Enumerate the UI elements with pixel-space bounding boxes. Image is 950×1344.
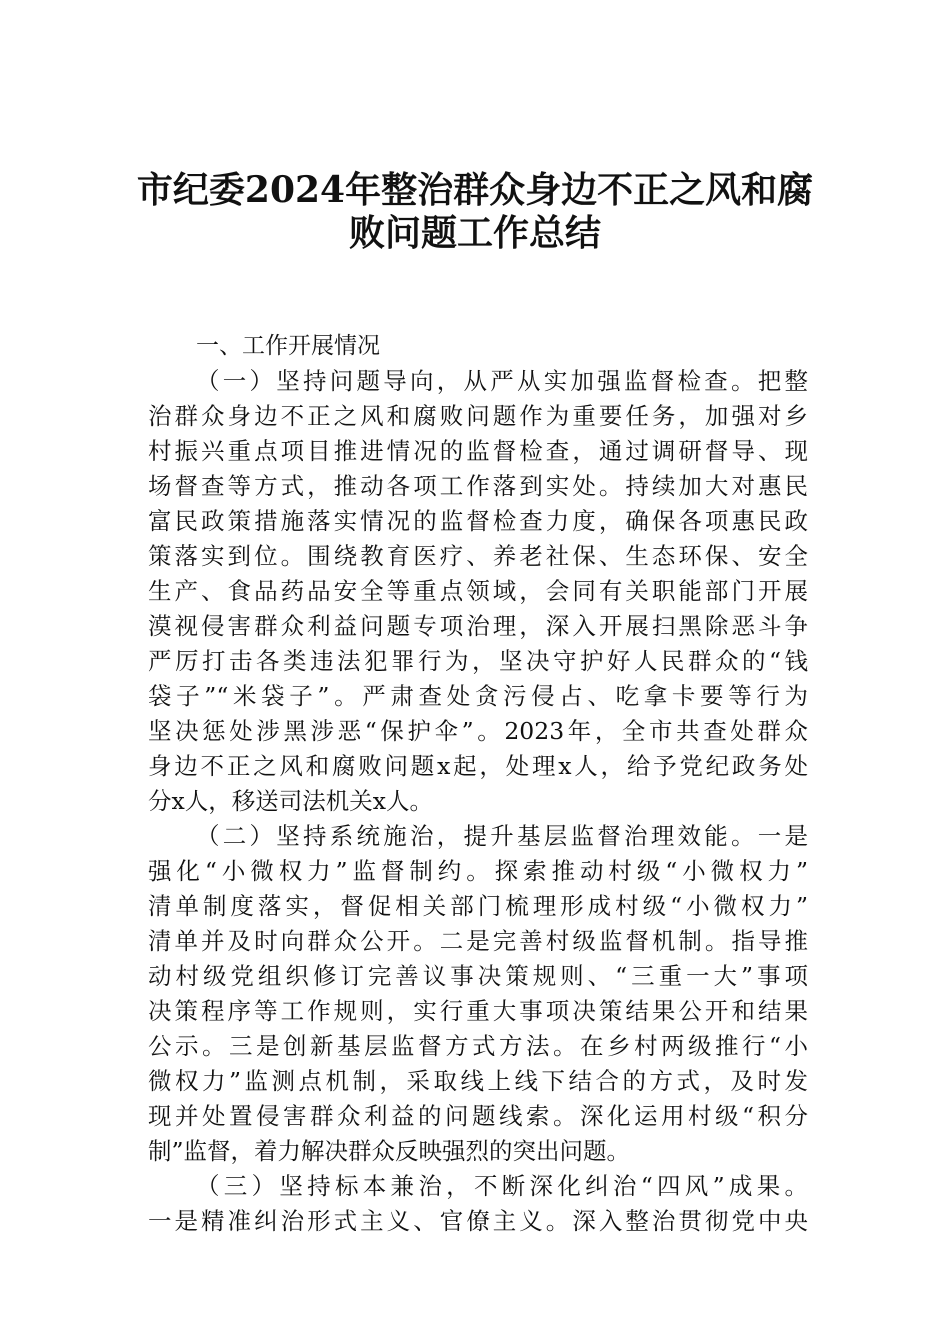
paragraph-1-line: 治群众身边不正之风和腐败问题作为重要任务，加强对乡 (148, 402, 808, 430)
document-title-line-2: 败问题工作总结 (348, 212, 601, 254)
paragraph-2-line: 清单制度落实，督促相关部门梳理形成村级“小微权力” (148, 892, 808, 920)
paragraph-1-line: 生产、食品药品安全等重点领域，会同有关职能部门开展 (148, 577, 808, 605)
paragraph-2-line: 决策程序等工作规则，实行重大事项决策结果公开和结果 (148, 997, 808, 1025)
paragraph-3-line: 一是精准纠治形式主义、官僚主义。深入整治贯彻党中央 (148, 1207, 808, 1235)
document-title-line-1: 市纪委2024年整治群众身边不正之风和腐 (136, 169, 814, 211)
paragraph-2-line: 制”监督，着力解决群众反映强烈的突出问题。 (148, 1137, 631, 1165)
paragraph-1-line: 身边不正之风和腐败问题x起，处理x人，给予党纪政务处 (148, 752, 808, 780)
paragraph-1-line: 严厉打击各类违法犯罪行为，坚决守护好人民群众的“钱 (148, 647, 808, 675)
paragraph-2-line: 清单并及时向群众公开。二是完善村级监督机制。指导推 (148, 927, 808, 955)
paragraph-1-line: 坚决惩处涉黑涉恶“保护伞”。2023年，全市共查处群众 (148, 717, 808, 745)
paragraph-2-line: 现并处置侵害群众利益的问题线索。深化运用村级“积分 (148, 1102, 808, 1130)
paragraph-2-line: 微权力”监测点机制，采取线上线下结合的方式，及时发 (148, 1067, 808, 1095)
paragraph-1-line: （一）坚持问题导向，从严从实加强监督检查。把整 (196, 367, 808, 395)
paragraph-1-line: 袋子”“米袋子”。严肃查处贪污侵占、吃拿卡要等行为 (148, 682, 808, 710)
paragraph-1-line: 场督查等方式，推动各项工作落到实处。持续加大对惠民 (148, 472, 808, 500)
paragraph-1-line: 村振兴重点项目推进情况的监督检查，通过调研督导、现 (148, 437, 808, 465)
paragraph-1-line: 漠视侵害群众利益问题专项治理，深入开展扫黑除恶斗争 (148, 612, 808, 640)
paragraph-2-line: 公示。三是创新基层监督方式方法。在乡村两级推行“小 (148, 1032, 808, 1060)
paragraph-1-line: 策落实到位。围绕教育医疗、养老社保、生态环保、安全 (148, 542, 808, 570)
paragraph-1-line: 富民政策措施落实情况的监督检查力度，确保各项惠民政 (148, 507, 808, 535)
section-heading: 一、工作开展情况 (196, 333, 380, 359)
paragraph-2-line: 强化“小微权力”监督制约。探索推动村级“小微权力” (148, 857, 808, 885)
paragraph-1-line: 分x人，移送司法机关x人。 (148, 787, 434, 815)
paragraph-2-line: （二）坚持系统施治，提升基层监督治理效能。一是 (196, 822, 808, 850)
paragraph-3-line: （三）坚持标本兼治，不断深化纠治“四风”成果。 (196, 1172, 808, 1200)
paragraph-2-line: 动村级党组织修订完善议事决策规则、“三重一大”事项 (148, 962, 808, 990)
